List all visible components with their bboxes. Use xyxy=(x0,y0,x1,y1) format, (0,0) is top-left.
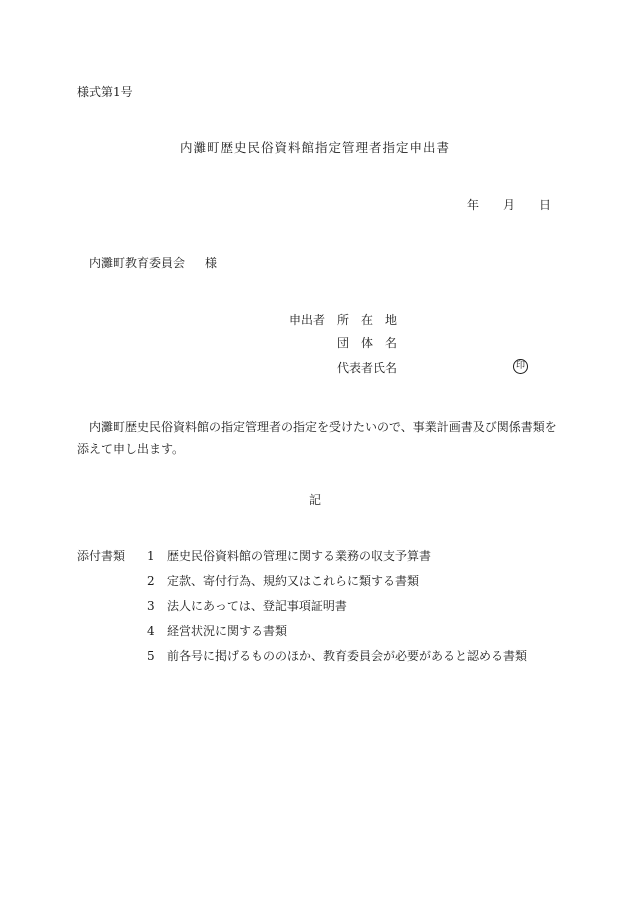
date-day: 日 xyxy=(539,198,552,212)
organization-field-label: 団 体 名 xyxy=(337,336,398,350)
date-line xyxy=(467,198,551,212)
attachment-item xyxy=(147,549,431,563)
body-text: 内灘町歴史民俗資料館の指定管理者の指定を受けたいので、事業計画書及び関係書類を添えて申し出ます。 xyxy=(77,420,557,456)
attachment-text: 法人にあっては、登記事項証明書 xyxy=(167,599,347,613)
date-month: 月 xyxy=(503,198,516,212)
attachment-item xyxy=(147,649,527,663)
attachment-number: 1 xyxy=(147,549,155,563)
attachments-label: 添付書類 xyxy=(77,549,126,563)
attachment-number: 2 xyxy=(147,574,155,588)
attachment-number: 3 xyxy=(147,599,155,613)
attachment-text: 定款、寄付行為、規約又はこれらに類する書類 xyxy=(167,574,420,588)
addressee-honorific: 様 xyxy=(205,256,218,270)
date-year: 年 xyxy=(467,198,480,212)
attachment-item xyxy=(147,574,419,588)
attachment-text: 前各号に掲げるもののほか、教育委員会が必要があると認める書類 xyxy=(167,649,528,663)
addressee xyxy=(89,256,217,270)
applicant-label: 申出者 xyxy=(289,313,326,327)
attachment-number: 5 xyxy=(147,649,155,663)
attachment-text: 経営状況に関する書類 xyxy=(167,624,288,638)
addressee-name: 内灘町教育委員会 xyxy=(89,256,186,270)
address-field-label: 所 在 地 xyxy=(337,313,398,327)
ki-heading: 記 xyxy=(308,493,321,507)
document-title: 内灘町歴史民俗資料館指定管理者指定申出書 xyxy=(179,140,450,155)
form-number: 様式第1号 xyxy=(77,85,133,99)
representative-field-label: 代表者氏名 xyxy=(337,361,398,375)
attachment-item xyxy=(147,624,287,638)
attachment-text: 歴史民俗資料館の管理に関する業務の収支予算書 xyxy=(167,549,432,563)
attachment-item xyxy=(147,599,347,613)
seal-mark: 印 xyxy=(513,359,528,374)
attachment-number: 4 xyxy=(147,624,155,638)
